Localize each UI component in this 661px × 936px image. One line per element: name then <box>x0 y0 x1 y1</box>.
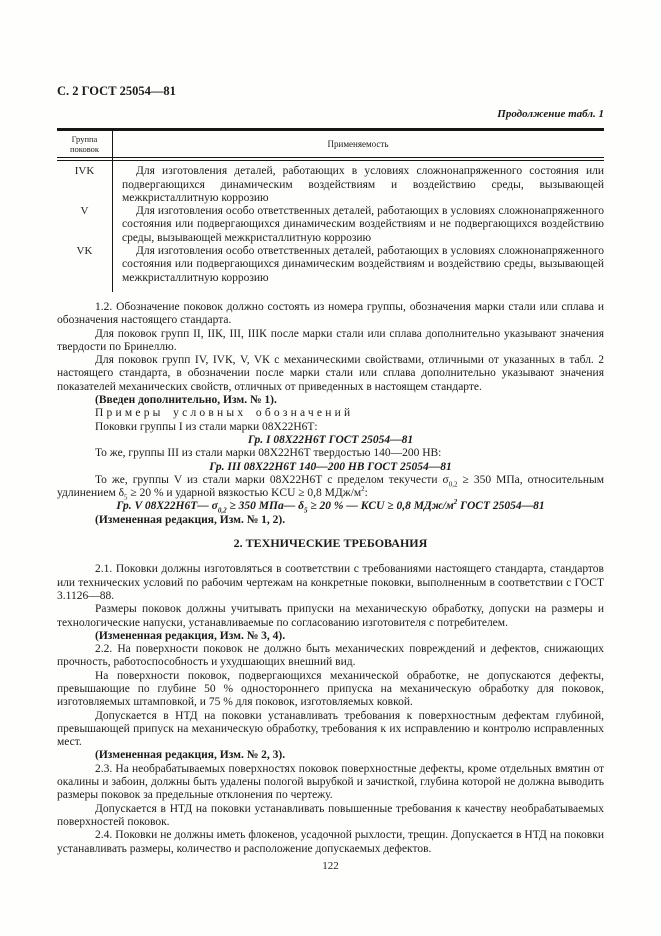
amendment-note: (Введен дополнительно, Изм. № 1). <box>95 394 277 407</box>
paragraph-groups-mech-props: Для поковок групп IV, IVК, V, VК с механическими свойствами, отличными от указанных в табл. 2 настоящего стандарта, в обозначении после марки стали или сплава дополнительно указывают значения показателей механических свойств, отличных от приведенных в настоящем стандарте. <box>57 354 604 393</box>
applicability-text: Для изготовления особо ответственных деталей, работающих в условиях сложнонапряженного состояния или подвергающихся динамическим воздействиям и воздействию среды, вызывающей межкристаллитную коррозию <box>122 245 604 284</box>
group-code: VK <box>76 245 93 258</box>
text-part: ≥ 20 % — KCU ≥ 0,8 МДж/м <box>307 500 454 513</box>
paragraph-2-3-ntd: Допускается в НТД на поковки устанавливать повышенные требования к качеству необрабатываемых поверхностей поковок. <box>57 802 604 828</box>
section-2-heading: 2. ТЕХНИЧЕСКИЕ ТРЕБОВАНИЯ <box>233 536 428 551</box>
table-row <box>57 165 604 205</box>
amendment-note: (Измененная редакция, Изм. № 1, 2). <box>95 513 286 526</box>
text-part: ГОСТ 25054—81 <box>457 500 545 513</box>
table-body <box>57 161 604 292</box>
subscript: 5 <box>124 493 128 502</box>
page-header: С. 2 ГОСТ 25054—81 <box>57 84 176 98</box>
superscript: 2 <box>361 485 365 494</box>
paragraph-1-2: 1.2. Обозначение поковок должно состоять из номера группы, обозначения марки стали или сплава и обозначения настоящего стандарта. <box>57 300 604 327</box>
table-header-row <box>57 131 604 161</box>
paragraph-2-1: 2.1. Поковки должны изготовляться в соответствии с требованиями настоящего стандарта, стандартов или технических условий по рабочим чертежам на конкретные поковки, выполненным в соответствии с ГОСТ 3.1126—88. <box>57 563 604 602</box>
table-continuation-caption: Продолжение табл. 1 <box>497 108 604 120</box>
column-header-group: Группа поковок <box>69 134 100 154</box>
example-3-designation <box>57 500 604 513</box>
applicability-text: Для изготовления деталей, работающих в условиях сложнонапряженного состояния или подвергающихся динамическим воздействиям и воздействию среды, вызывающей межкристаллитную коррозию <box>122 165 604 204</box>
group-code: IVK <box>74 165 95 178</box>
text-part: Гр. V 08Х22Н6Т— σ <box>116 500 218 513</box>
text-part: То же, группы V из стали марки 08Х22Н6Т с пределом текучести σ <box>95 473 449 486</box>
example-1-intro: Поковки группы I из стали марки 08Х22Н6Т: <box>95 420 318 433</box>
forging-groups-table <box>57 128 604 292</box>
table-column-divider <box>112 131 113 292</box>
table-row <box>57 205 604 245</box>
paragraph-2-4: 2.4. Поковки не должны иметь флокенов, усадочной рыхлости, трещин. Допускается в НТД на поковки устанавливать размеры, количество и расположение допускаемых дефектов. <box>57 829 604 855</box>
subscript: 5 <box>303 506 308 515</box>
text-part: : <box>364 487 368 500</box>
amendment-note: (Измененная редакция, Изм. № 2, 3). <box>95 749 286 762</box>
superscript: 2 <box>453 498 458 507</box>
subscript: 0,2 <box>217 506 227 515</box>
applicability-text: Для изготовления особо ответственных деталей, работающих в условиях сложнонапряженного состояния или подвергающихся динамическим воздействиям и не подвергающихся воздействию среды, вызывающей межкристаллитную коррозию <box>122 205 604 244</box>
example-2-intro: То же, группы III из стали марки 08Х22Н6Т твердостью 140—200 НВ: <box>95 447 442 460</box>
subscript: 0,2 <box>448 480 458 489</box>
group-code: V <box>80 205 89 218</box>
text-part: ≥ 350 МПа, относительным удлинением δ <box>57 473 604 500</box>
page-number: 122 <box>322 860 339 872</box>
example-2-designation: Гр. III 08Х22Н6Т 140—200 НВ ГОСТ 25054—81 <box>209 460 452 473</box>
example-3-intro <box>57 474 604 501</box>
examples-heading: Примеры условных обозначений <box>95 407 354 420</box>
paragraph-2-2: 2.2. На поверхности поковок не должно быть механических повреждений и дефектов, снижающих прочность, работоспособность и ухудшающих внешний вид. <box>57 643 604 669</box>
paragraph-2-1-sizes: Размеры поковок должны учитывать припуски на механическую обработку, допуски на размеры и технологические напуски, устанавливаемые по согласованию изготовителя с потребителем. <box>57 603 604 629</box>
paragraph-2-2-ntd: Допускается в НТД на поковки устанавливать требования к поверхностным дефектам глубиной, превышающей припуск на механическую обработку, требования к их исправлению и контролю исправленных мест. <box>57 709 604 749</box>
paragraph-2-2-defects: На поверхности поковок, подвергающихся механической обработке, не допускаются дефекты, превышающие по глубине 50 % одностороннего припуска на механическую обработку для поковок, изготовляемых штамповкой, и 75 % для поковок, изготовляемых ковкой. <box>57 669 604 709</box>
amendment-note: (Измененная редакция, Изм. № 3, 4). <box>95 629 286 642</box>
paragraph-groups-hardness: Для поковок групп II, IIК, III, IIIК после марки стали или сплава дополнительно указывают значения твердости по Бринеллю. <box>57 327 604 353</box>
example-1-designation: Гр. I 08Х22Н6Т ГОСТ 25054—81 <box>247 433 414 446</box>
document-body <box>57 301 604 856</box>
text-part: ≥ 20 % и ударной вязкостью KCU ≥ 0,8 МДж/м <box>127 487 362 500</box>
text-part: ≥ 350 МПа— δ <box>226 500 304 513</box>
column-header-applicability: Применяемость <box>327 138 389 149</box>
table-row <box>57 245 604 285</box>
paragraph-2-3: 2.3. На необрабатываемых поверхностях поковок поверхностные дефекты, кроме отдельных вмятин от окалины и забоин, должны быть удалены пологой вырубкой и зачисткой, глубина которой не должна выводить размеры поковок за предельные отклонения по чертежу. <box>57 762 604 802</box>
